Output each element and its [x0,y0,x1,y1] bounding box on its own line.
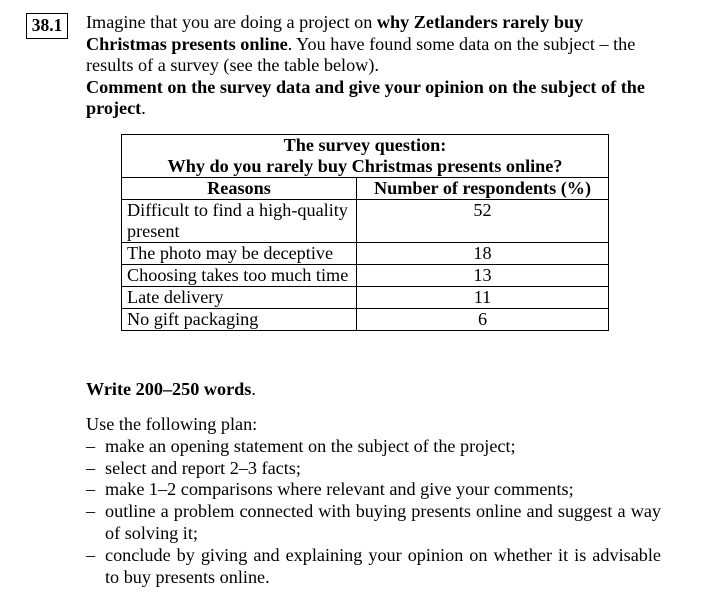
plan-item-text: select and report 2–3 facts; [105,457,301,478]
dash-bullet: – [86,435,96,456]
dash-bullet: – [86,501,96,522]
table-row [122,287,609,309]
dash-bullet: – [86,544,96,565]
plan-item-text: outline a problem connected with buying presents online and suggest a way of solving it; [105,501,661,543]
survey-question-label: The survey question: [283,135,447,155]
list-item [86,545,661,589]
intro-text-1: Imagine that you are doing a project on [86,12,377,32]
intro-topic: why Zetlanders rarely buy Christmas presents online [86,12,584,54]
table-row [122,243,609,265]
survey-question-text: Why do you rarely buy Christmas presents online? [167,156,563,176]
word-count-instruction [86,379,256,400]
survey-table [121,134,609,331]
reason-cell: No gift packaging [122,309,357,331]
reason-cell: Choosing takes too much time [122,265,357,287]
table-row [122,265,609,287]
plan-item-text: make 1–2 comparisons where relevant and give your comments; [105,479,574,500]
plan-list [86,436,661,589]
word-count-text: Write 200–250 words [86,379,252,399]
intro-text-2: . You have found some data on the subject – the results of a survey (see the table below). [86,33,636,75]
column-header-respondents: Number of respondents (%) [357,178,609,200]
table-row [122,309,609,331]
column-header-row [122,178,609,200]
word-count-end: . [251,379,256,399]
plan-item-text: make an opening statement on the subject of the project; [105,435,516,456]
value-cell: 52 [357,200,609,243]
reason-cell: Difficult to find a high-quality present [122,200,357,243]
survey-question-cell [122,135,609,178]
plan-section [86,414,661,588]
list-item [86,436,661,458]
survey-title-row [122,135,609,178]
reason-cell: Late delivery [122,287,357,309]
value-cell: 13 [357,265,609,287]
list-item [86,501,661,545]
value-cell: 6 [357,309,609,331]
plan-item-text: conclude by giving and explaining your opinion on whether it is advisable to buy presents online. [105,544,661,587]
instruction-end: . [141,98,146,118]
task-intro [86,12,661,120]
task-number-box: 38.1 [26,13,68,39]
value-cell: 18 [357,243,609,265]
list-item [86,458,661,480]
instruction [86,77,661,120]
dash-bullet: – [86,457,96,478]
plan-intro: Use the following plan: [86,414,258,434]
instruction-text: Comment on the survey data and give your opinion on the subject of the project [86,76,645,118]
column-header-reasons: Reasons [122,178,357,200]
list-item [86,479,661,501]
intro-paragraph [86,12,661,77]
value-cell: 11 [357,287,609,309]
dash-bullet: – [86,479,96,500]
table-row [122,200,609,243]
reason-cell: The photo may be deceptive [122,243,357,265]
